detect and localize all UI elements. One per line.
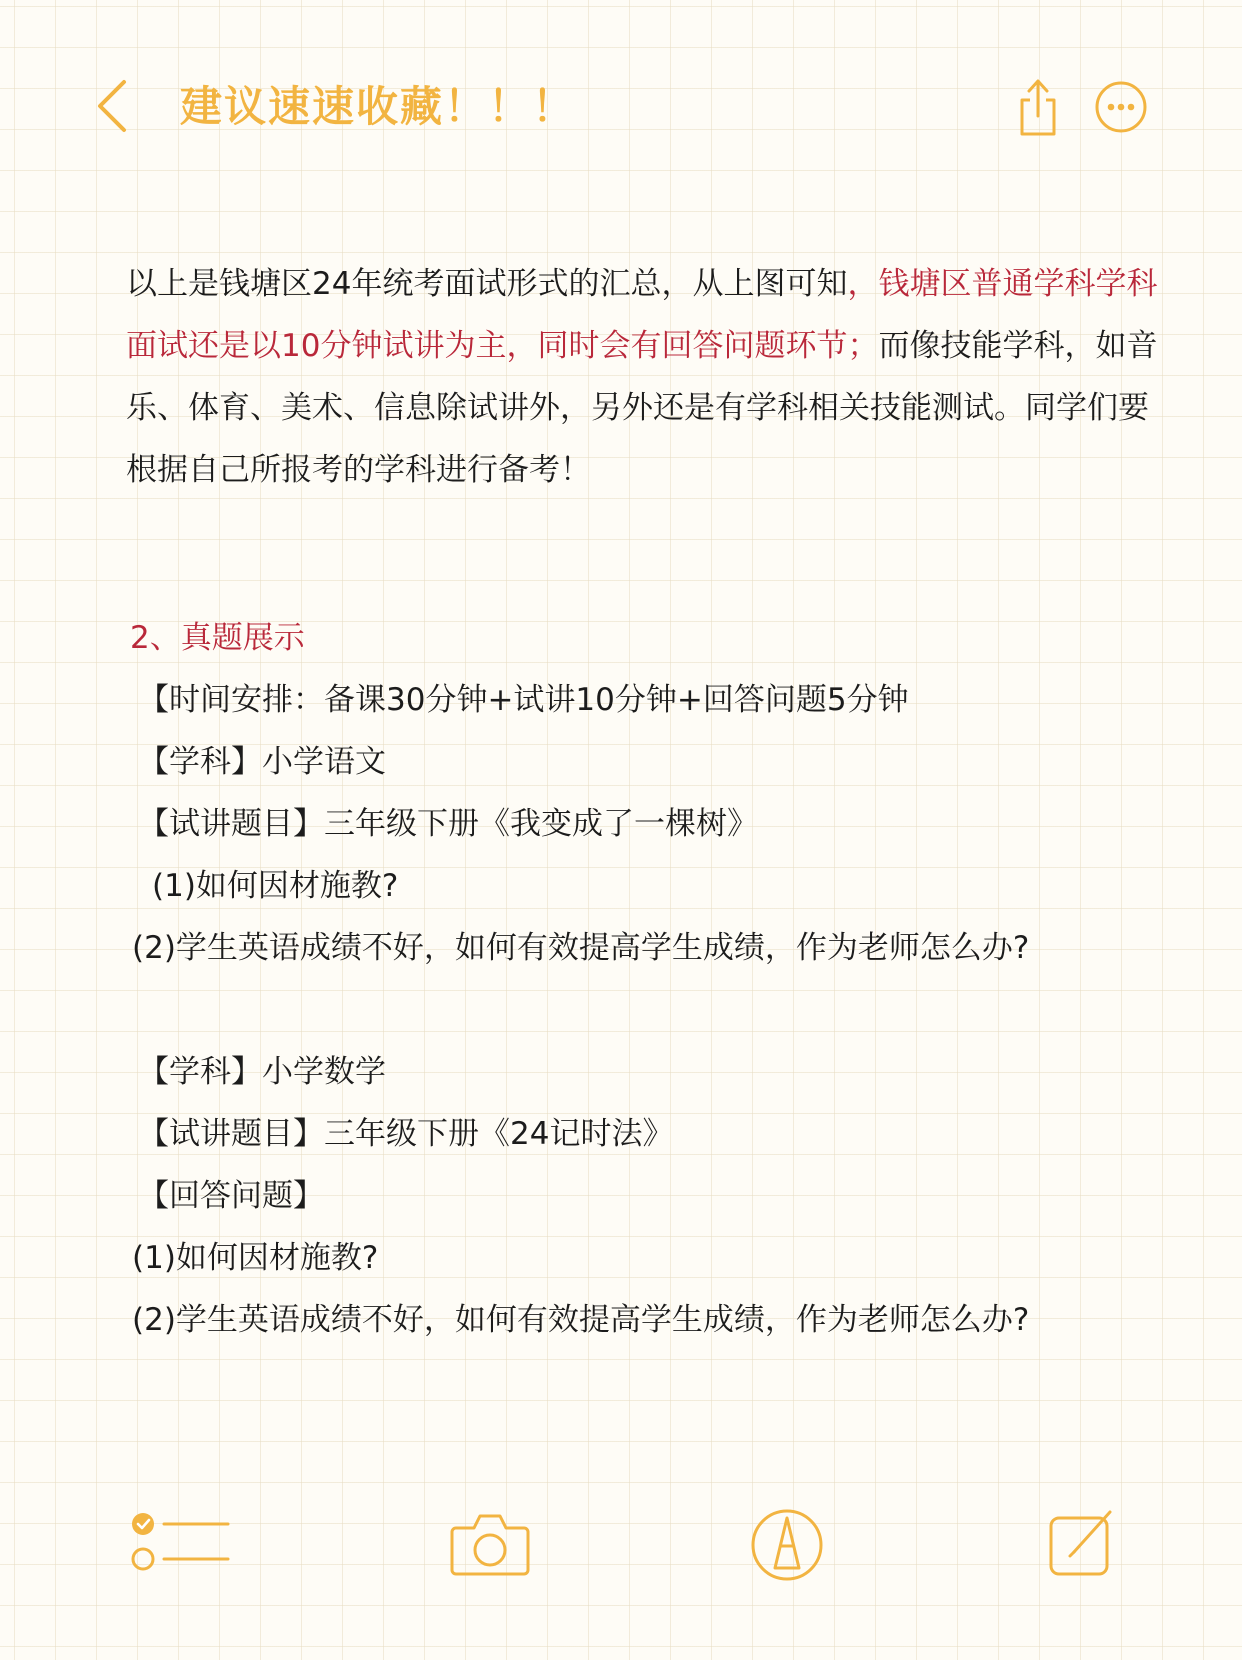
lecture-topic-line: 【试讲题目】三年级下册《我变成了一棵树》 <box>138 806 758 842</box>
intro-paragraph <box>126 253 1176 501</box>
subject-line: 【学科】小学语文 <box>138 744 386 780</box>
time-arrangement: 【时间安排：备课30分钟+试讲10分钟+回答问题5分钟 <box>138 682 909 718</box>
checklist-icon[interactable] <box>130 1510 230 1570</box>
question-item: (2)学生英语成绩不好，如何有效提高学生成绩，作为老师怎么办? <box>132 1302 1030 1338</box>
share-icon[interactable] <box>1018 76 1058 138</box>
camera-icon[interactable] <box>448 1510 532 1576</box>
intro-text-continued: 而像技能学科，如音乐、体育、美术、信息除试讲外，另外还是有学科相关技能测试。同学们要根据自己所报考的学科进行备考！ <box>126 328 1158 488</box>
question-item: (1)如何因材施教? <box>132 1240 379 1276</box>
note-title: 建议速速收藏！！！ <box>180 82 577 131</box>
intro-text: 以上是钱塘区24年统考面试形式的汇总，从上图可知 <box>126 266 848 302</box>
lecture-topic-line: 【试讲题目】三年级下册《24记时法》 <box>138 1116 674 1152</box>
intro-highlight-text: ，钱塘区普通学科学科面试还是以10分钟试讲为主，同时会有回答问题环节； <box>126 266 1158 364</box>
compose-icon[interactable] <box>1048 1508 1116 1578</box>
section-heading: 2、真题展示 <box>130 620 305 656</box>
pen-markup-icon[interactable] <box>750 1508 824 1582</box>
question-item: (1)如何因材施教? <box>152 868 399 904</box>
answer-questions-label: 【回答问题】 <box>138 1178 324 1214</box>
question-item: (2)学生英语成绩不好，如何有效提高学生成绩，作为老师怎么办? <box>132 930 1030 966</box>
more-icon[interactable] <box>1094 80 1148 134</box>
back-chevron-icon[interactable] <box>92 78 132 134</box>
subject-line: 【学科】小学数学 <box>138 1054 386 1090</box>
